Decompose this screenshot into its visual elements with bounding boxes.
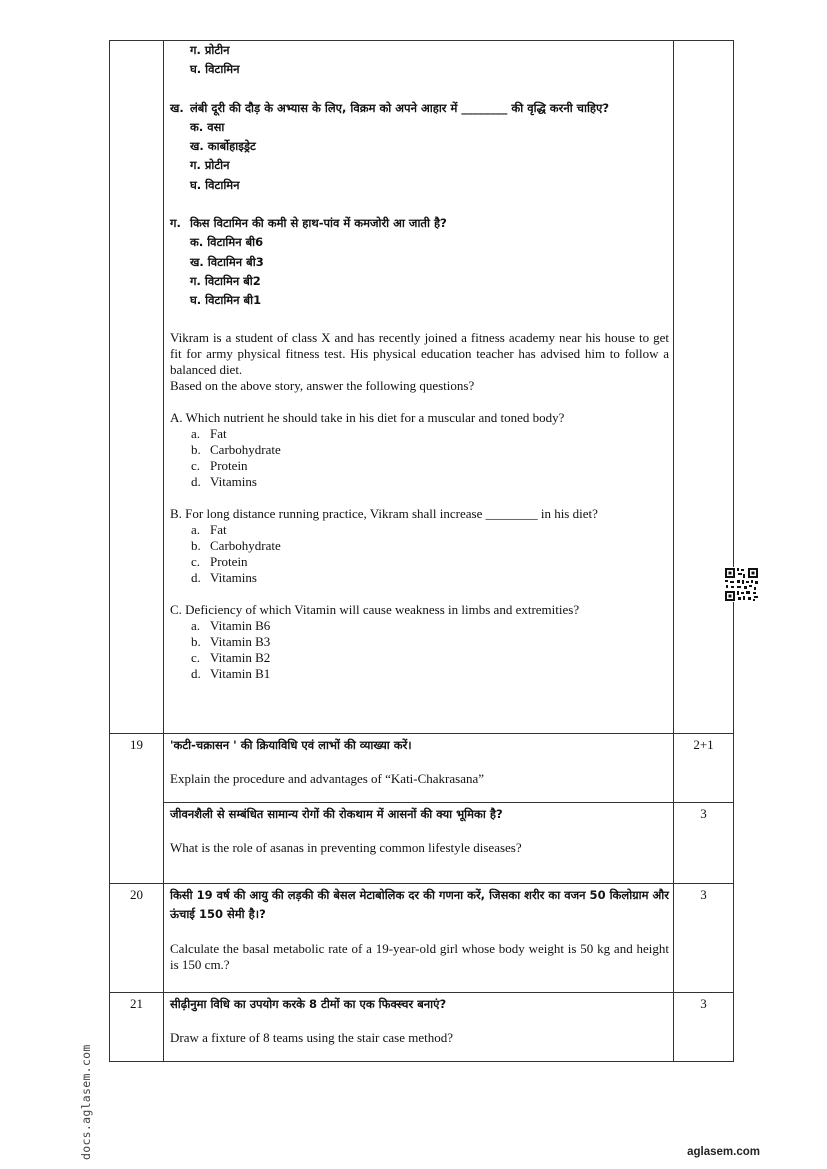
- option-letter: c.: [191, 553, 201, 569]
- hindi-option: क. वसा: [190, 119, 225, 134]
- hindi-question: सीढ़ीनुमा विधि का उपयोग करके 8 टीमों का एक फिक्स्चर बनाएं?: [170, 997, 447, 1011]
- english-option: [170, 442, 669, 458]
- question-cell: [164, 41, 674, 734]
- marks: 3: [700, 806, 707, 821]
- question-number: 19: [130, 737, 143, 752]
- marks-cell: [674, 803, 734, 884]
- english-option: [170, 474, 669, 490]
- question-number-cell: [110, 41, 164, 734]
- english-question-b: B. For long distance running practice, Vikram shall increase ________ in his diet?: [170, 505, 598, 521]
- english-question: Draw a fixture of 8 teams using the stair case method?: [170, 1030, 454, 1046]
- option-text: Vitamins: [210, 569, 257, 585]
- question-cell: [164, 993, 674, 1062]
- marks-cell: [674, 41, 734, 734]
- question-number: 21: [130, 996, 143, 1011]
- english-option: [170, 634, 669, 650]
- english-question-a: A. Which nutrient he should take in his diet for a muscular and toned body?: [170, 409, 565, 425]
- hindi-option: ग. प्रोटीन: [190, 43, 230, 57]
- english-question: Calculate the basal metabolic rate of a 19-year-old girl whose body weight is 50 kg and height is 150 cm.?: [170, 940, 669, 972]
- question-cell: [164, 884, 674, 993]
- option-letter: c.: [191, 457, 201, 473]
- option-text: Carbohydrate: [210, 441, 281, 457]
- marks: 3: [700, 887, 707, 902]
- question-cell: [164, 803, 674, 884]
- question-row-18: [110, 41, 734, 734]
- english-question: Explain the procedure and advantages of “Kati-Chakrasana”: [170, 771, 485, 787]
- option-text: Fat: [210, 425, 227, 441]
- marks-cell: [674, 993, 734, 1062]
- english-question-c: C. Deficiency of which Vitamin will cause weakness in limbs and extremities?: [170, 601, 580, 617]
- english-option: [170, 666, 669, 682]
- option-letter: a.: [191, 617, 201, 633]
- option-letter: d.: [191, 665, 201, 681]
- option-text: Fat: [210, 521, 227, 537]
- hindi-question-c: [170, 214, 669, 233]
- hindi-question: 'कटी-चक्रासन ' की क्रियाविधि एवं लाभों की व्याख्या करें।: [170, 738, 412, 752]
- option-text: Vitamin B2: [210, 649, 271, 665]
- option-text: Vitamin B6: [210, 617, 271, 633]
- option-letter: b.: [191, 633, 201, 649]
- option-text: Vitamin B3: [210, 633, 271, 649]
- question-cell: [164, 734, 674, 803]
- option-letter: a.: [191, 425, 201, 441]
- hindi-option: घ. विटामिन: [190, 177, 240, 192]
- english-option: [170, 650, 669, 666]
- question-row-20: [110, 884, 734, 993]
- english-option: [170, 618, 669, 634]
- question-number-cell: [110, 884, 164, 993]
- question-row-19: [110, 734, 734, 803]
- marks-cell: [674, 884, 734, 993]
- hindi-option: घ. विटामिन: [190, 62, 240, 77]
- hindi-question-b: [170, 99, 669, 118]
- hindi-question-text: किस विटामिन की कमी से हाथ-पांव में कमजोरी आ जाती है?: [190, 216, 447, 231]
- hindi-question: किसी 19 वर्ष की आयु की लड़की की बेसल मेटाबोलिक दर की गणना करें, जिसका शरीर का वजन 50 किलोग्राम और ऊंचाई 150 सेमी है।?: [170, 888, 669, 922]
- qr-code-icon: [724, 567, 759, 602]
- question-number: 20: [130, 887, 143, 902]
- option-text: Protein: [210, 457, 248, 473]
- footer-site: aglasem.com: [687, 1146, 760, 1158]
- english-option: [170, 426, 669, 442]
- english-option: [170, 538, 669, 554]
- question-table: [109, 40, 734, 1062]
- hindi-question: जीवनशैली से सम्बंधित सामान्य रोगों की रोकथाम में आसनों की क्या भूमिका है?: [170, 807, 503, 821]
- question-number-cell: [110, 734, 164, 884]
- question-row-19-or: [110, 803, 734, 884]
- hindi-option: ग. प्रोटीन: [190, 158, 230, 173]
- question-row-21: [110, 993, 734, 1062]
- watermark-url: docs.aglasem.com: [79, 1044, 93, 1160]
- hindi-option: घ. विटामिन बी1: [190, 293, 262, 308]
- hindi-option: ख. विटामिन बी3: [190, 254, 264, 269]
- option-text: Carbohydrate: [210, 537, 281, 553]
- english-option: [170, 570, 669, 586]
- option-text: Protein: [210, 553, 248, 569]
- hindi-question-label: ग.: [170, 216, 181, 231]
- question-number-cell: [110, 993, 164, 1062]
- english-option: [170, 554, 669, 570]
- hindi-question-text: लंबी दूरी की दौड़ के अभ्यास के लिए, विक्रम को अपने आहार में ________ की वृद्धि करनी चाहिए?: [190, 100, 610, 115]
- hindi-option: ग. विटामिन बी2: [190, 273, 261, 288]
- option-letter: b.: [191, 537, 201, 553]
- option-text: Vitamins: [210, 473, 257, 489]
- case-study-story: Vikram is a student of class X and has recently joined a fitness academy near his house to get fit for army physical fitness test. His physical education teacher has advised him to follow a balanced diet.: [170, 329, 669, 377]
- option-letter: d.: [191, 473, 201, 489]
- option-letter: a.: [191, 521, 201, 537]
- marks: 3: [700, 996, 707, 1011]
- english-question: What is the role of asanas in preventing common lifestyle diseases?: [170, 840, 522, 856]
- marks: 2+1: [693, 737, 714, 752]
- hindi-option: ख. कार्बोहाइड्रेट: [190, 139, 256, 154]
- english-option: [170, 458, 669, 474]
- option-letter: c.: [191, 649, 201, 665]
- hindi-option: क. विटामिन बी6: [190, 235, 264, 250]
- case-study-instruction: Based on the above story, answer the following questions?: [170, 377, 475, 393]
- hindi-question-label: ख.: [170, 100, 184, 115]
- marks-cell: [674, 734, 734, 803]
- option-letter: d.: [191, 569, 201, 585]
- english-option: [170, 522, 669, 538]
- option-letter: b.: [191, 441, 201, 457]
- option-text: Vitamin B1: [210, 665, 271, 681]
